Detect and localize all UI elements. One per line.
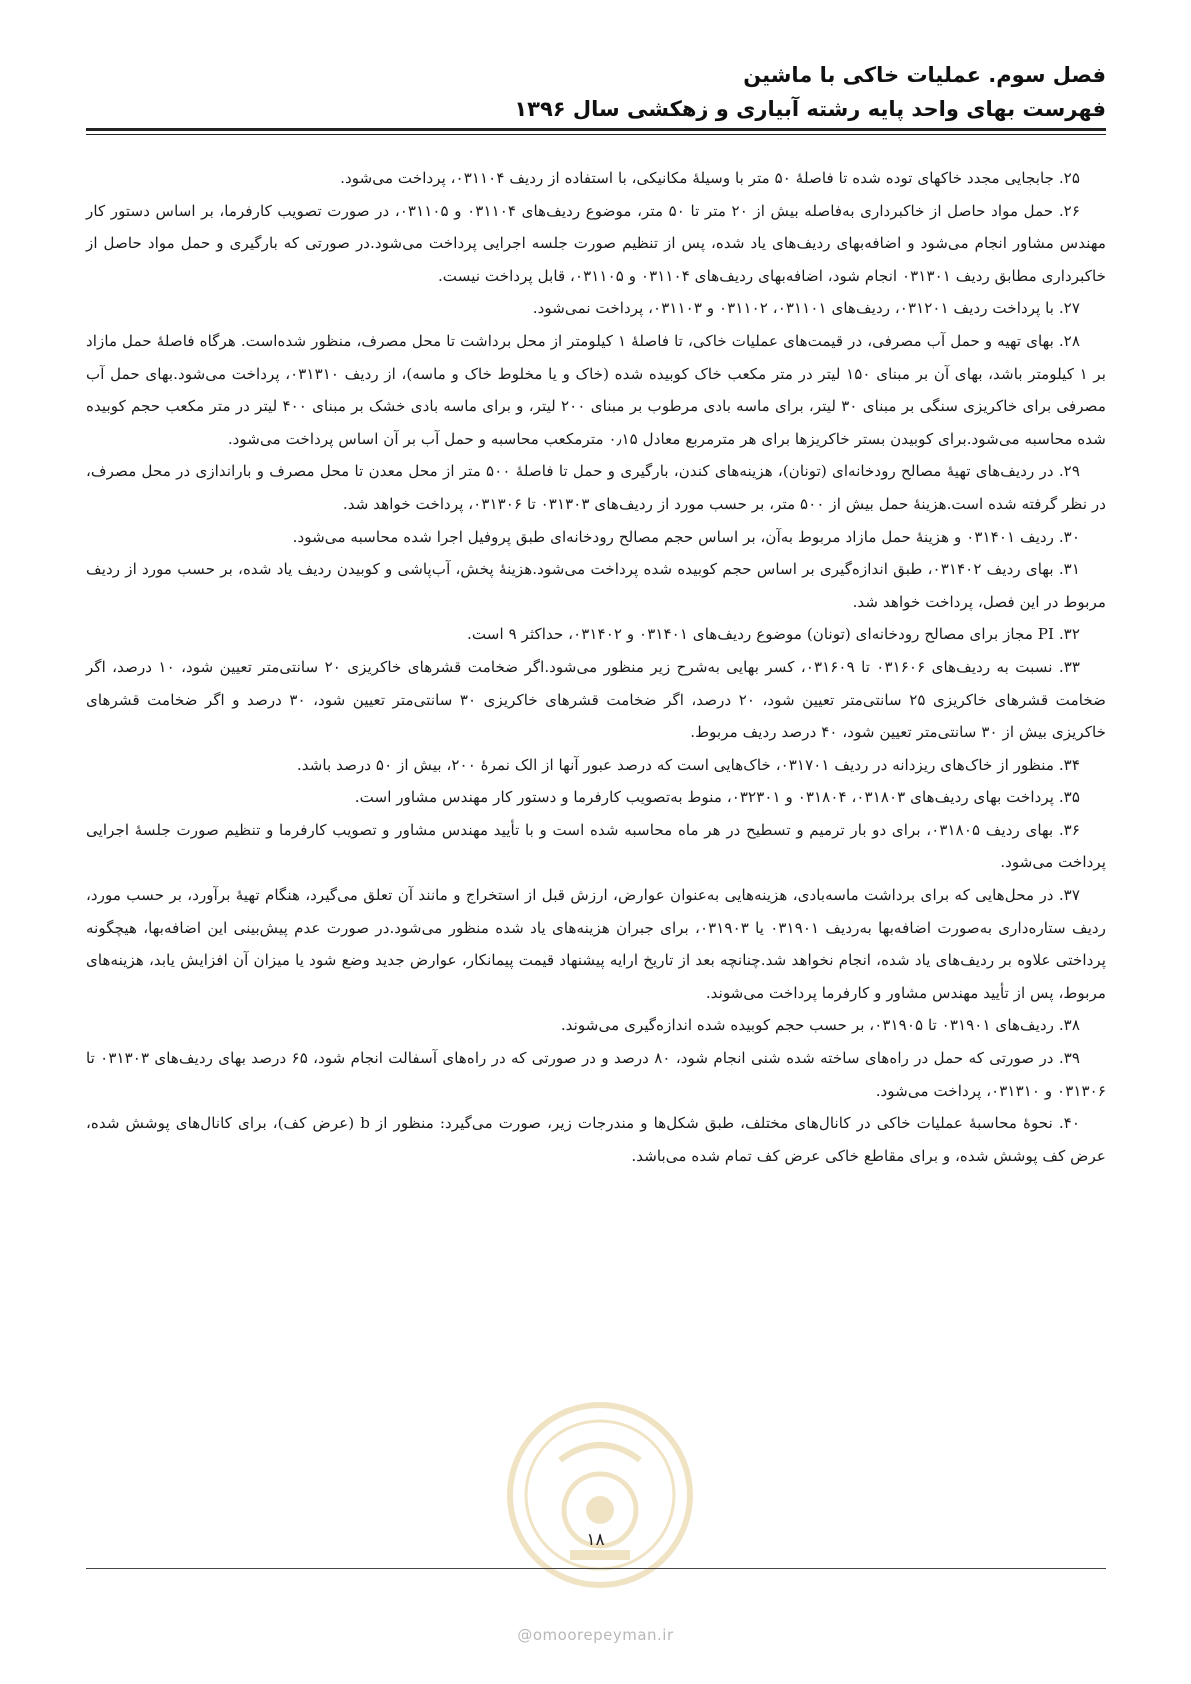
footer-rule [86, 1568, 1106, 1569]
header-rule-thin [86, 134, 1106, 135]
header-rule-thick [86, 128, 1106, 131]
paragraph-30: ۳۰. ردیف ۰۳۱۴۰۱ و هزینهٔ حمل مازاد مربوط به‌آن، بر اساس حجم مصالح رودخانه‌ای طبق پروفیل اجرا شده محاسبه می‌شود. [292, 527, 1080, 546]
price-list-title: فهرست بهای واحد پایه رشته آبیاری و زهکشی سال ۱۳۹۶ [514, 97, 1106, 121]
page-number: ۱۸ [586, 1530, 605, 1550]
paragraph-25: ۲۵. جابجایی مجدد خاکهای توده شده تا فاصلهٔ ۵۰ متر با وسیلهٔ مکانیکی، با استفاده از ردیف ۰۳۱۱۰۴، پرداخت می‌شود. [340, 169, 1080, 187]
paragraph-29: ۲۹. در ردیف‌های تهیهٔ مصالح رودخانه‌ای (تونان)، هزینه‌های کندن، بارگیری و حمل تا فاصلهٔ ۵۰۰ متر از محل معدن تا محل مصرف و باراندازی در محل مصرف، در نظر گرفته شده است.هزینهٔ حمل بیش از ۵۰۰ متر، بر حسب مورد از ردیف‌های ۰۳۱۳۰۳ تا ۰۳۱۳۰۶، پرداخت خواهد شد. [86, 462, 1106, 513]
paragraph-40: ۴۰. نحوهٔ محاسبهٔ عملیات خاکی در کانال‌های مختلف، طبق شکل‌ها و مندرجات زیر، صورت می‌گیرد: منظور از b (عرض کف)، برای کانال‌های پوشش شده، عرض کف پوشش شده، و برای مقاطع خاکی عرض کف تمام شده می‌باشد. [86, 1114, 1106, 1165]
paragraph-37: ۳۷. در محل‌هایی که برای برداشت ماسه‌بادی، هزینه‌هایی به‌عنوان عوارض، ارزش قبل از استخراج و مانند آن تعلق می‌گیرد، هنگام تهیهٔ برآورد، بر حسب مورد، ردیف ستاره‌داری به‌صورت اضافه‌بها به‌ردیف ۰۳۱۹۰۱ یا ۰۳۱۹۰۳، برای جبران هزینه‌های یاد شده منظور می‌شود.در صورت عدم پیش‌بینی این اضافه‌بها، هیچگونه پرداختی علاوه بر ردیف‌های یاد شده، انجام نخواهد شد.چنانچه بعد از تاریخ ارایه پیشنهاد قیمت پیمانکار، عوارض جدید وضع شود یا میزان آن افزایش یابد، هزینه‌های مربوط، پس از تأیید مهندس مشاور و کارفرما پرداخت می‌شوند. [86, 886, 1107, 1002]
page-header [86, 58, 1106, 126]
paragraph-38: ۳۸. ردیف‌های ۰۳۱۹۰۱ تا ۰۳۱۹۰۵، بر حسب حجم کوبیده شده اندازه‌گیری می‌شوند. [560, 1016, 1080, 1035]
chapter-title: فصل سوم. عملیات خاکی با ماشین [743, 63, 1106, 87]
watermark-text: @omoorepeyman.ir [517, 1626, 674, 1644]
paragraph-33: ۳۳. نسبت به ردیف‌های ۰۳۱۶۰۶ تا ۰۳۱۶۰۹، کسر بهایی به‌شرح زیر منظور می‌شود.اگر ضخامت قشرهای خاکریزی ۲۰ سانتی‌متر تعیین شود، ۱۰ درصد، اگر ضخامت قشرهای خاکریزی ۲۵ سانتی‌متر تعیین شود، ۲۰ درصد، اگر ضخامت قشرهای خاکریزی ۳۰ سانتی‌متر تعیین شود، ۳۰ درصد و اگر ضخامت قشرهای خاکریزی بیش از ۳۰ سانتی‌متر تعیین شود، ۴۰ درصد ردیف مربوط. [86, 657, 1107, 742]
paragraph-36: ۳۶. بهای ردیف ۰۳۱۸۰۵، برای دو بار ترمیم و تسطیح در هر ماه محاسبه شده است و با تأیید مهندس مشاور و تصویب کارفرما و تنظیم صورت جلسهٔ اجرایی پرداخت می‌شود. [86, 820, 1106, 872]
document-body [86, 162, 1106, 1172]
paragraph-28: ۲۸. بهای تهیه و حمل آب مصرفی، در قیمت‌های عملیات خاکی، تا فاصلهٔ ۱ کیلومتر از محل برداشت تا محل مصرف، منظور شده‌است. هرگاه فاصلهٔ حمل مازاد بر ۱ کیلومتر باشد، بهای آن بر مبنای ۱۵۰ لیتر در متر مکعب خاک کوبیده شده (خاک و یا مخلوط خاک و ماسه)، از ردیف ۰۳۱۳۱۰، پرداخت می‌شود.بهای حمل آب مصرفی برای خاکریزی سنگی بر مبنای ۳۰ لیتر، برای ماسه بادی مرطوب بر مبنای ۲۰۰ لیتر، و برای ماسه بادی خشک بر مبنای ۴۰۰ لیتر در متر مکعب حجم کوبیده شده محاسبه می‌شود.برای کوبیدن بستر خاکریزها برای هر مترمربع معادل ۰٫۱۵ مترمکعب محاسبه و حمل آب بر آن اساس پرداخت می‌شود. [86, 331, 1106, 448]
paragraph-31: ۳۱. بهای ردیف ۰۳۱۴۰۲، طبق اندازه‌گیری بر اساس حجم کوبیده شده پرداخت می‌شود.هزینهٔ پخش، آب‌پاشی و کوبیدن ردیف یاد شده، بر حسب مورد از ردیف مربوط در این فصل، پرداخت خواهد شد. [86, 560, 1106, 611]
paragraph-34: ۳۴. منظور از خاک‌های ریزدانه در ردیف ۰۳۱۷۰۱، خاک‌هایی است که درصد عبور آنها از الک نمرهٔ ۲۰۰، بیش از ۵۰ درصد باشد. [296, 755, 1080, 774]
paragraph-39: ۳۹. در صورتی که حمل در راه‌های ساخته شده شنی انجام شود، ۸۰ درصد و در صورتی که در راه‌های آسفالت انجام شود، ۶۵ درصد بهای ردیف‌های ۰۳۱۳۰۳ تا ۰۳۱۳۰۶ و ۰۳۱۳۱۰، پرداخت می‌شود. [86, 1049, 1106, 1100]
paragraph-32: ۳۲. PI مجاز برای مصالح رودخانه‌ای (تونان) موضوع ردیف‌های ۰۳۱۴۰۱ و ۰۳۱۴۰۲، حداکثر ۹ است. [467, 625, 1080, 644]
paragraph-27: ۲۷. با پرداخت ردیف ۰۳۱۲۰۱، ردیف‌های ۰۳۱۱۰۱، ۰۳۱۱۰۲ و ۰۳۱۱۰۳، پرداخت نمی‌شود. [532, 299, 1080, 318]
paragraph-26: ۲۶. حمل مواد حاصل از خاکبرداری به‌فاصله بیش از ۲۰ متر تا ۵۰ متر، موضوع ردیف‌های ۰۳۱۱۰۴ و ۰۳۱۱۰۵، در صورت تصویب کارفرما، بر اساس دستور کار مهندس مشاور انجام می‌شود و اضافه‌بهای ردیف‌های یاد شده، پس از تنظیم صورت جلسه اجرایی پرداخت می‌شود.در صورتی که بارگیری و حمل مواد حاصل از خاکبرداری مطابق ردیف ۰۳۱۳۰۱ انجام شود، اضافه‌بهای ردیف‌های ۰۳۱۱۰۴ و ۰۳۱۱۰۵، قابل پرداخت نیست. [86, 201, 1106, 285]
paragraph-35: ۳۵. پرداخت بهای ردیف‌های ۰۳۱۸۰۳، ۰۳۱۸۰۴ و ۰۳۲۳۰۱، منوط به‌تصویب کارفرما و دستور کار مهندس مشاور است. [354, 788, 1080, 807]
